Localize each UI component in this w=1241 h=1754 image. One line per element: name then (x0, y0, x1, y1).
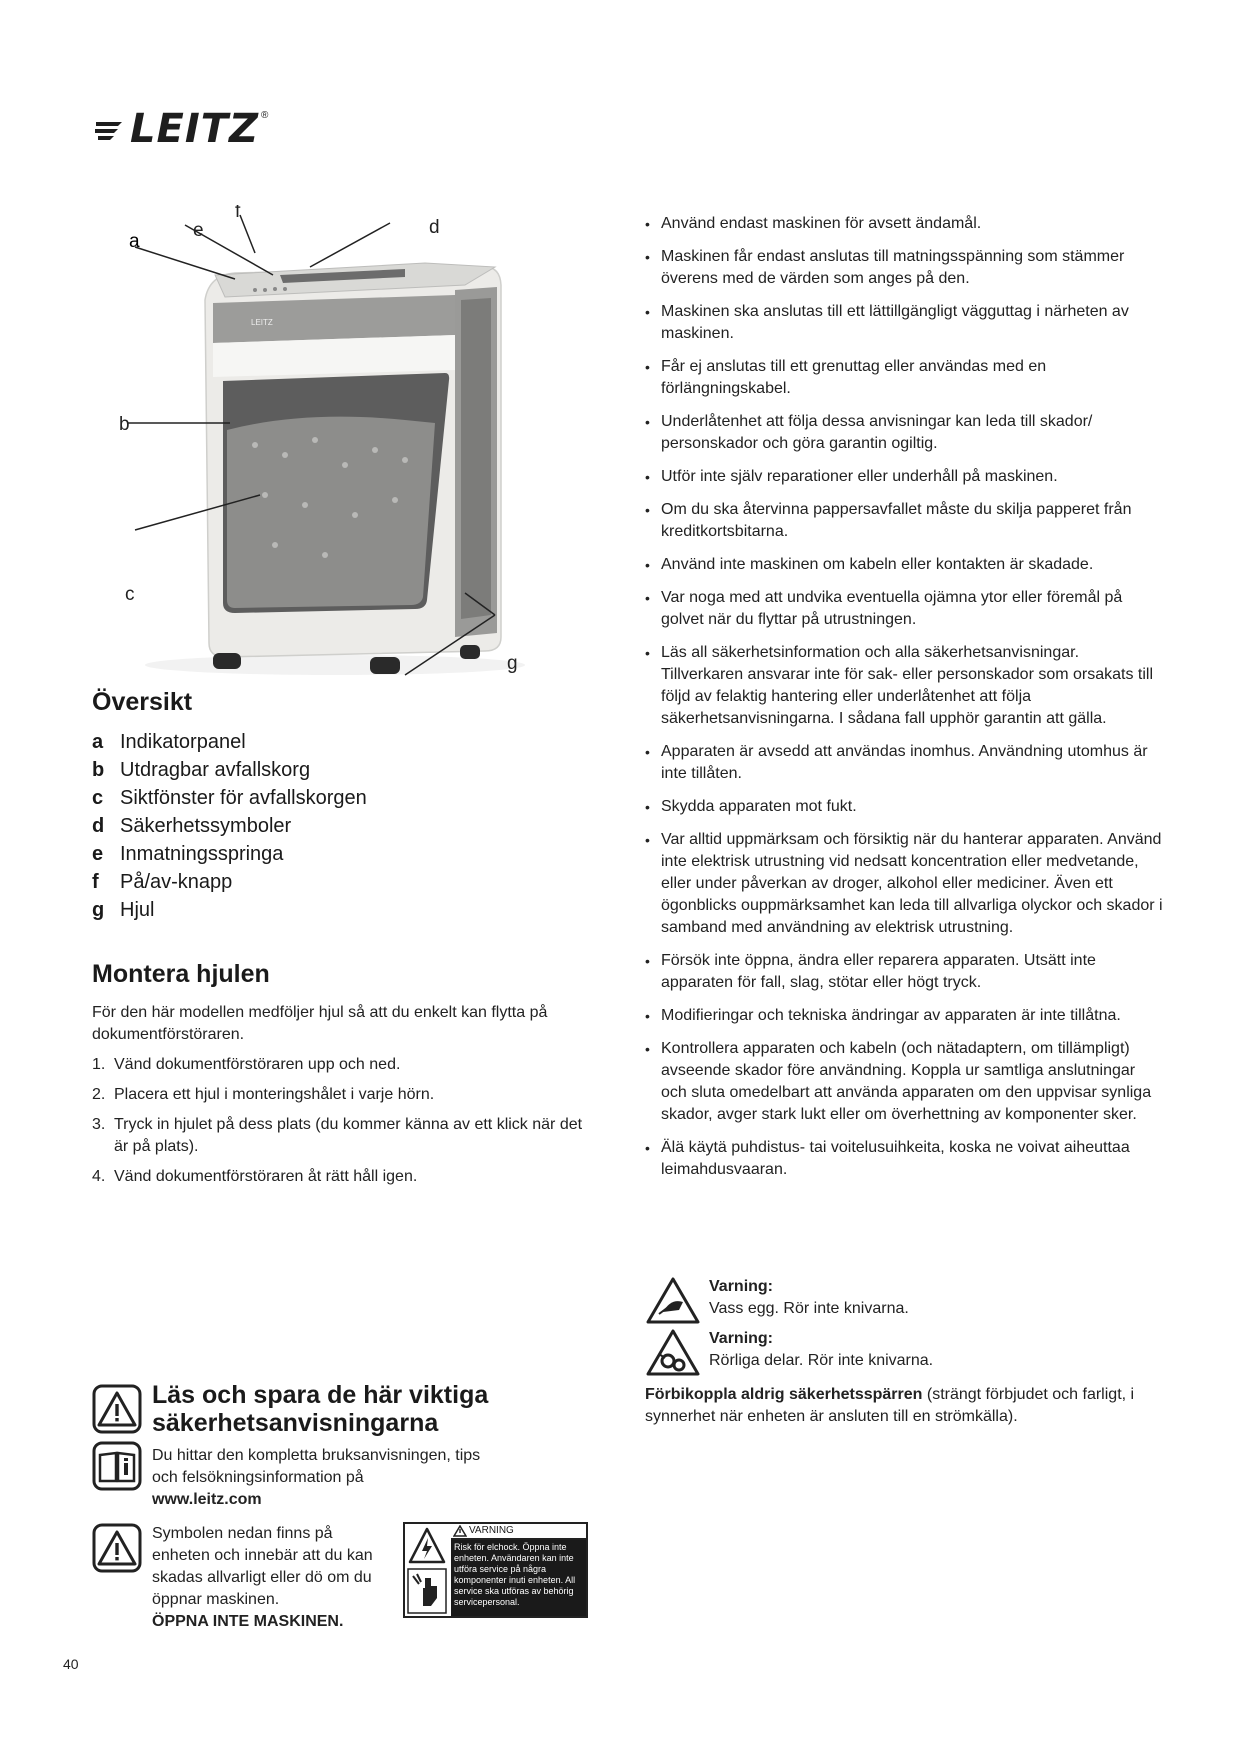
safety-bullet (645, 411, 1165, 455)
mount-wheels-title: Montera hjulen (92, 960, 270, 988)
safety-bullet (645, 301, 1165, 345)
callout-a: a (129, 231, 140, 252)
legend-key: d (92, 815, 105, 837)
safety-bullet (645, 356, 1165, 400)
bullet-text: Underlåtenhet att följa dessa anvisningar kan leda till skador/ personskador och göra garantin ogiltig. (661, 413, 1093, 452)
bypass-bold: Förbikoppla aldrig säkerhetsspärren (645, 1386, 923, 1403)
callout-f: f (235, 205, 241, 222)
legend-item (92, 728, 512, 756)
manual-book-icon (92, 1441, 142, 1491)
bullet-text: Läs all säkerhetsinformation och alla säkerhetsanvisningar. Tillverkaren ansvarar inte för sak- eller personskador som orsakats till följd av felaktig hantering eller underlåtenhet att följa säkerhetsanvisningarna. I sådana fall upphör garantin att gälla. (661, 644, 1154, 727)
legend-item (92, 756, 512, 784)
bullet-dot-icon: • (645, 502, 650, 518)
callout-d: d (429, 217, 440, 238)
legend-item (92, 896, 512, 924)
bullet-text: Försök inte öppna, ändra eller reparera apparaten. Utsätt inte apparaten för fall, slag, stötar eller högt tryck. (661, 952, 1096, 991)
overview-legend (92, 728, 512, 924)
bullet-text: Kontrollera apparaten och kabeln (och nätadaptern, om tillämpligt) avseende skador före användning. Koppla ur samtliga anslutningar och sluta omedelbart att använda apparaten om den uppvisar synliga skador, avger stark lukt eller om överhettning av komponenter sker. (661, 1040, 1152, 1123)
bullet-dot-icon: • (645, 953, 650, 969)
bullet-text: Maskinen får endast anslutas till matningsspänning som stämmer överens med de värden som anges på den. (661, 248, 1125, 287)
bypass-warning (645, 1384, 1165, 1428)
legend-label: Hjul (120, 899, 155, 921)
safety-bullet (645, 587, 1165, 631)
step-item (92, 1054, 592, 1076)
symbol-text: Symbolen nedan finns på enheten och innebär att du kan skadas allvarligt eller dö om du öppnar maskinen. (152, 1525, 373, 1608)
legend-key: a (92, 731, 104, 753)
legend-key: e (92, 843, 104, 865)
step-item (92, 1166, 592, 1188)
sharp-blade-warning-icon (645, 1276, 701, 1326)
bullet-text: Om du ska återvinna pappersavfallet måste du skilja papperet från kreditkortsbitarna. (661, 501, 1132, 540)
safety-bullet (645, 1137, 1165, 1181)
legend-key: b (92, 759, 105, 781)
safety-bullet (645, 466, 1165, 488)
safety-bullet (645, 796, 1165, 818)
callout-b: b (119, 414, 130, 435)
bullet-dot-icon: • (645, 304, 650, 320)
device-brand-label: LEITZ (251, 318, 273, 327)
bullet-dot-icon: • (645, 557, 650, 573)
callout-g: g (507, 653, 518, 674)
bullet-text: Var noga med att undvika eventuella ojämna ytor eller föremål på golvet när du flyttar på utrustningen. (661, 589, 1123, 628)
warning-title: Varning: (709, 1330, 774, 1347)
mount-wheels-intro: För den här modellen medföljer hjul så att du enkelt kan flytta på dokumentförstöraren. (92, 1004, 548, 1043)
warning-sharp-edge (645, 1276, 1165, 1326)
safety-bullet (645, 246, 1165, 290)
bullet-text: Maskinen ska anslutas till ett lättillgängligt vägguttag i närheten av maskinen. (661, 303, 1129, 342)
bullet-dot-icon: • (645, 216, 650, 232)
overview-title: Översikt (92, 688, 193, 716)
bullet-dot-icon: • (645, 359, 650, 375)
warning-text: Vass egg. Rör inte knivarna. (709, 1300, 909, 1317)
label-head-text: VARNING (469, 1525, 514, 1536)
warning-title: Varning: (709, 1278, 774, 1295)
bullet-dot-icon: • (645, 590, 650, 606)
bullet-text: Använd inte maskinen om kabeln eller kontakten är skadade. (661, 556, 1094, 573)
step-number: 2. (92, 1086, 106, 1103)
do-not-open-text: ÖPPNA INTE MASKINEN. (152, 1613, 344, 1630)
symbol-info (152, 1523, 392, 1633)
legend-item (92, 868, 512, 896)
legend-label: Säkerhetssymboler (120, 815, 292, 837)
warning-text: Rörliga delar. Rör inte knivarna. (709, 1352, 934, 1369)
bullet-dot-icon: • (645, 645, 650, 661)
legend-key: g (92, 899, 105, 921)
step-number: 1. (92, 1056, 106, 1073)
bullet-dot-icon: • (645, 1140, 650, 1156)
step-item (92, 1114, 592, 1158)
bullet-text: Älä käytä puhdistus- tai voitelusuihkeita, koska ne voivat aiheuttaa leimahdusvaaran. (661, 1139, 1130, 1178)
bullet-text: Apparaten är avsedd att användas inomhus. Användning utomhus är inte tillåten. (661, 743, 1148, 782)
step-number: 4. (92, 1168, 106, 1185)
moving-parts-warning-icon (645, 1328, 701, 1378)
legend-label: Inmatningsspringa (120, 843, 284, 865)
label-body-text: Risk för elchock. Öppna inte enheten. Användaren kan inte utföra service på några komponenter inuti enheten. All service ska utföras av behörig servicepersonal. (451, 1540, 586, 1616)
bullet-text: Var alltid uppmärksam och försiktig när du hanterar apparaten. Använd inte elektrisk utrustning vid nedsatt koncentration eller medvetande, eller under påverkan av droger, alkohol eller mediciner. Även ett ögonblicks ouppmärksamhet kan leda till allvarliga olyckor och skador i samband med användning av elektrisk utrustning. (661, 831, 1163, 936)
bullet-dot-icon: • (645, 414, 650, 430)
legend-item (92, 784, 512, 812)
legend-item (92, 812, 512, 840)
step-number: 3. (92, 1116, 106, 1133)
page-number: 40 (63, 1656, 79, 1672)
safety-bullet (645, 1005, 1165, 1027)
callout-e: e (193, 220, 204, 241)
bullet-text: Skydda apparaten mot fukt. (661, 798, 857, 815)
legend-key: f (92, 871, 99, 893)
safety-bullet (645, 950, 1165, 994)
electric-shock-icon (407, 1526, 447, 1566)
bullet-dot-icon: • (645, 744, 650, 760)
shredder-illustration (105, 205, 535, 690)
callout-c: c (125, 584, 135, 605)
general-warning-icon (92, 1523, 142, 1573)
bullet-dot-icon: • (645, 832, 650, 848)
step-text: Placera ett hjul i monteringshålet i varje hörn. (114, 1086, 435, 1103)
step-text: Vänd dokumentförstöraren upp och ned. (114, 1056, 401, 1073)
safety-bullet (645, 213, 1165, 235)
bullet-dot-icon: • (645, 799, 650, 815)
step-text: Vänd dokumentförstöraren åt rätt håll igen. (114, 1168, 418, 1185)
safety-bullet (645, 1038, 1165, 1126)
leitz-emblem-icon (92, 112, 126, 146)
bullet-dot-icon: • (645, 249, 650, 265)
safety-bullet (645, 499, 1165, 543)
bullet-text: Modifieringar och tekniska ändringar av apparaten är inte tillåtna. (661, 1007, 1121, 1024)
safety-bullet (645, 829, 1165, 939)
label-header (451, 1524, 586, 1540)
safety-bullets-list (645, 213, 1165, 1192)
logo-wordmark: LEITZ (130, 106, 259, 152)
read-save-title: Läs och spara de här viktiga säkerhetsanvisningarna (152, 1381, 489, 1437)
bypass-text: (strängt förbjudet och farligt, i synnerhet när enheten är ansluten till en strömkälla). (645, 1386, 1135, 1425)
legend-label: Utdragbar avfallskorg (120, 759, 311, 781)
website-link[interactable]: www.leitz.com (152, 1491, 262, 1508)
legend-label: Indikatorpanel (120, 731, 246, 753)
step-text: Tryck in hjulet på dess plats (du kommer känna av ett klick när det är på plats). (114, 1116, 583, 1155)
safety-bullet (645, 642, 1165, 730)
mount-steps-list (92, 1054, 592, 1196)
electric-shock-warning-label (403, 1522, 588, 1618)
bullet-dot-icon: • (645, 1041, 650, 1057)
safety-bullet (645, 741, 1165, 785)
leitz-logo (92, 104, 292, 154)
general-warning-icon (92, 1384, 142, 1434)
warning-moving-parts (645, 1328, 1165, 1378)
legend-key: c (92, 787, 104, 809)
legend-item (92, 840, 512, 868)
safety-bullet (645, 554, 1165, 576)
bullet-dot-icon: • (645, 1008, 650, 1024)
bullet-text: Får ej anslutas till ett grenuttag eller användas med en förlängningskabel. (661, 358, 1047, 397)
manual-text: Du hittar den kompletta bruksanvisningen, tips och felsökningsinformation på (152, 1447, 481, 1486)
small-warning-icon (453, 1525, 467, 1537)
step-item (92, 1084, 592, 1106)
bullet-text: Använd endast maskinen för avsett ändamål. (661, 215, 982, 232)
legend-label: Siktfönster för avfallskorgen (120, 787, 367, 809)
legend-label: På/av-knapp (120, 871, 233, 893)
manual-info (152, 1445, 492, 1511)
registered-mark: ® (260, 110, 269, 121)
bullet-dot-icon: • (645, 469, 650, 485)
bullet-text: Utför inte själv reparationer eller underhåll på maskinen. (661, 468, 1058, 485)
hand-prohibited-icon (407, 1568, 447, 1614)
